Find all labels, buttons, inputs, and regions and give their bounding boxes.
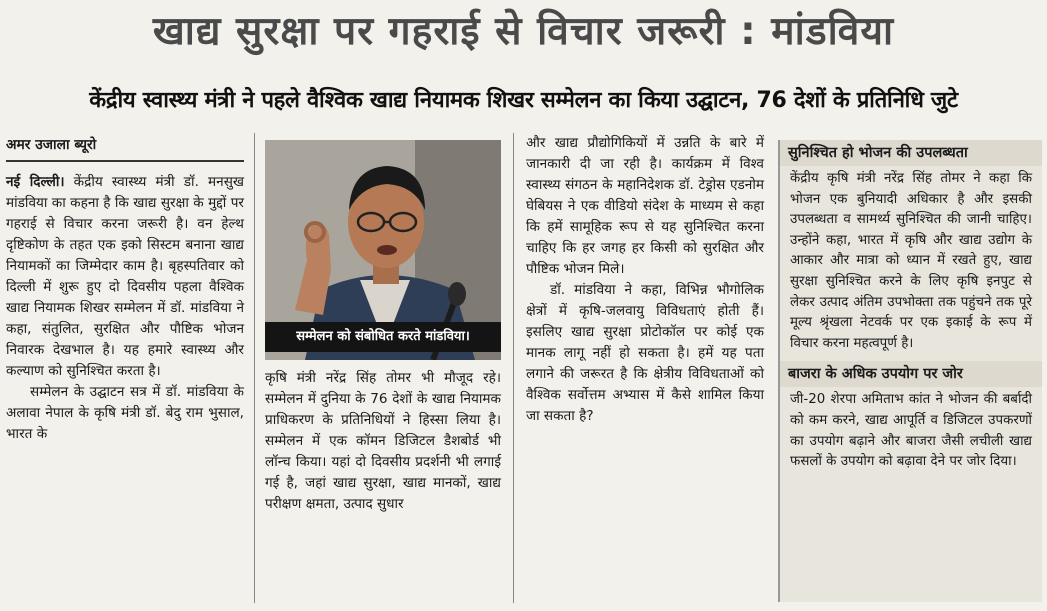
sidebar-text-millet: जी-20 शेरपा अमिताभ कांत ने भोजन की बर्बादी को कम करने, खाद्य आपूर्ति व डिजिटल उपकरणों का उपयोग बढ़ाने और बाजरा जैसी लचीली खाद्य फसलों के उपयोग को बढ़ावा देने पर जोर दिया। [790, 392, 1032, 470]
headline: खाद्य सुरक्षा पर गहराई से विचार जरूरी : मांडविया [152, 9, 895, 54]
sidebar-box [778, 140, 1042, 602]
article-column-2 [265, 368, 501, 515]
subheadline: केंद्रीय स्वास्थ्य मंत्री ने पहले वैश्विक खाद्य नियामक शिखर सम्मेलन का किया उद्घाटन, 76 देशों के प्रतिनिधि जुटे [89, 88, 958, 113]
sidebar-title-millet: बाजरा के अधिक उपयोग पर जोर [780, 361, 1042, 387]
dateline: नई दिल्ली। [6, 174, 65, 190]
photo-caption: सम्मेलन को संबोधित करते मांडविया। [265, 322, 501, 352]
article-paragraph: डॉ. मांडविया ने कहा, विभिन्न भौगोलिक क्षेत्रों में कृषि-जलवायु विविधताएं होती हैं। इसलिए खाद्य सुरक्षा प्रोटोकॉल पर कोई एक मानक लागू नहीं हो सकता है। हमें यह पता लगाने की जरूरत है कि क्षेत्रीय विविधताओं को वैश्विक सर्वोत्तम अभ्यास में कैसे शामिल किया जा सकता है? [526, 282, 764, 424]
sidebar-text-food-availability: केंद्रीय कृषि मंत्री नरेंद्र सिंह तोमर ने कहा कि भोजन एक बुनियादी अधिकार है और इसकी उपलब्धता व सामर्थ्य सुनिश्चित की जानी चाहिए। उन्होंने कहा, भारत में कृषि और खाद्य उद्योग के आकार और मात्रा को ध्यान में रखते हुए, खाद्य सुरक्षा सुनिश्चित करने के लिए कृषि इनपुट से लेकर उत्पाद अंतिम उपभोक्ता तक पहुंचने तक पूरे मूल्य श्रृंखला नेटवर्क पर एक इकाई के रूप में विचार करना महत्वपूर्ण है। [790, 171, 1032, 351]
column-divider [254, 133, 255, 603]
photo-mandaviya [265, 140, 501, 360]
sidebar-title-food-availability: सुनिश्चित हो भोजन की उपलब्धता [780, 140, 1042, 166]
column-divider [513, 133, 514, 603]
article-paragraph: कृषि मंत्री नरेंद्र सिंह तोमर भी मौजूद रहे। सम्मेलन में दुनिया के 76 देशों के खाद्य नियामक प्राधिकरण के प्रतिनिधियों ने हिस्सा लिया है। सम्मेलन में एक कॉमन डिजिटल डैशबोर्ड भी लॉन्च किया। यहां दो दिवसीय प्रदर्शनी भी लगाई गई है, जहां खाद्य सुरक्षा, खाद्य मानकों, खाद्य परीक्षण क्षमता, उत्पाद सुधार [265, 370, 501, 512]
article-column-1 [6, 133, 244, 445]
article-paragraph: और खाद्य प्रौद्योगिकियों में उन्नति के बारे में जानकारी दी जा रही है। कार्यक्रम में विश्व स्वास्थ्य संगठन के महानिदेशक डॉ. टेड्रोस एडनोम घेबियस ने एक वीडियो संदेश के माध्यम से कहा कि हमें सामूहिक रूप से यह सुनिश्चित करना चाहिए कि हर जगह हर किसी को सुरक्षित और पौष्टिक भोजन मिले। [526, 135, 764, 277]
article-column-3 [526, 133, 764, 427]
article-paragraph: सम्मेलन के उद्घाटन सत्र में डॉ. मांडविया के अलावा नेपाल के कृषि मंत्री डॉ. बेदु राम भुसाल, भारत के [6, 384, 244, 442]
article-paragraph: नई दिल्ली। केंद्रीय स्वास्थ्य मंत्री डॉ. मनसुख मांडविया का कहना है कि खाद्य सुरक्षा के मुद्दों पर गहराई से विचार करना जरूरी है। वन हेल्थ दृष्टिकोण के तहत एक इको सिस्टम बनाना खाद्य नियामकों का जिम्मेदार काम है। बृहस्पतिवार को दिल्ली में शुरू हुए दो दिवसीय पहला वैश्विक खाद्य नियामक शिखर सम्मेलन में डॉ. मांडविया ने कहा, संतुलित, सुरक्षित और पौष्टिक भोजन निवारक देखभाल है। यह हमारे स्वास्थ्य और कल्याण को सुनिश्चित करता है। [6, 174, 245, 379]
byline: अमर उजाला ब्यूरो [6, 135, 244, 162]
